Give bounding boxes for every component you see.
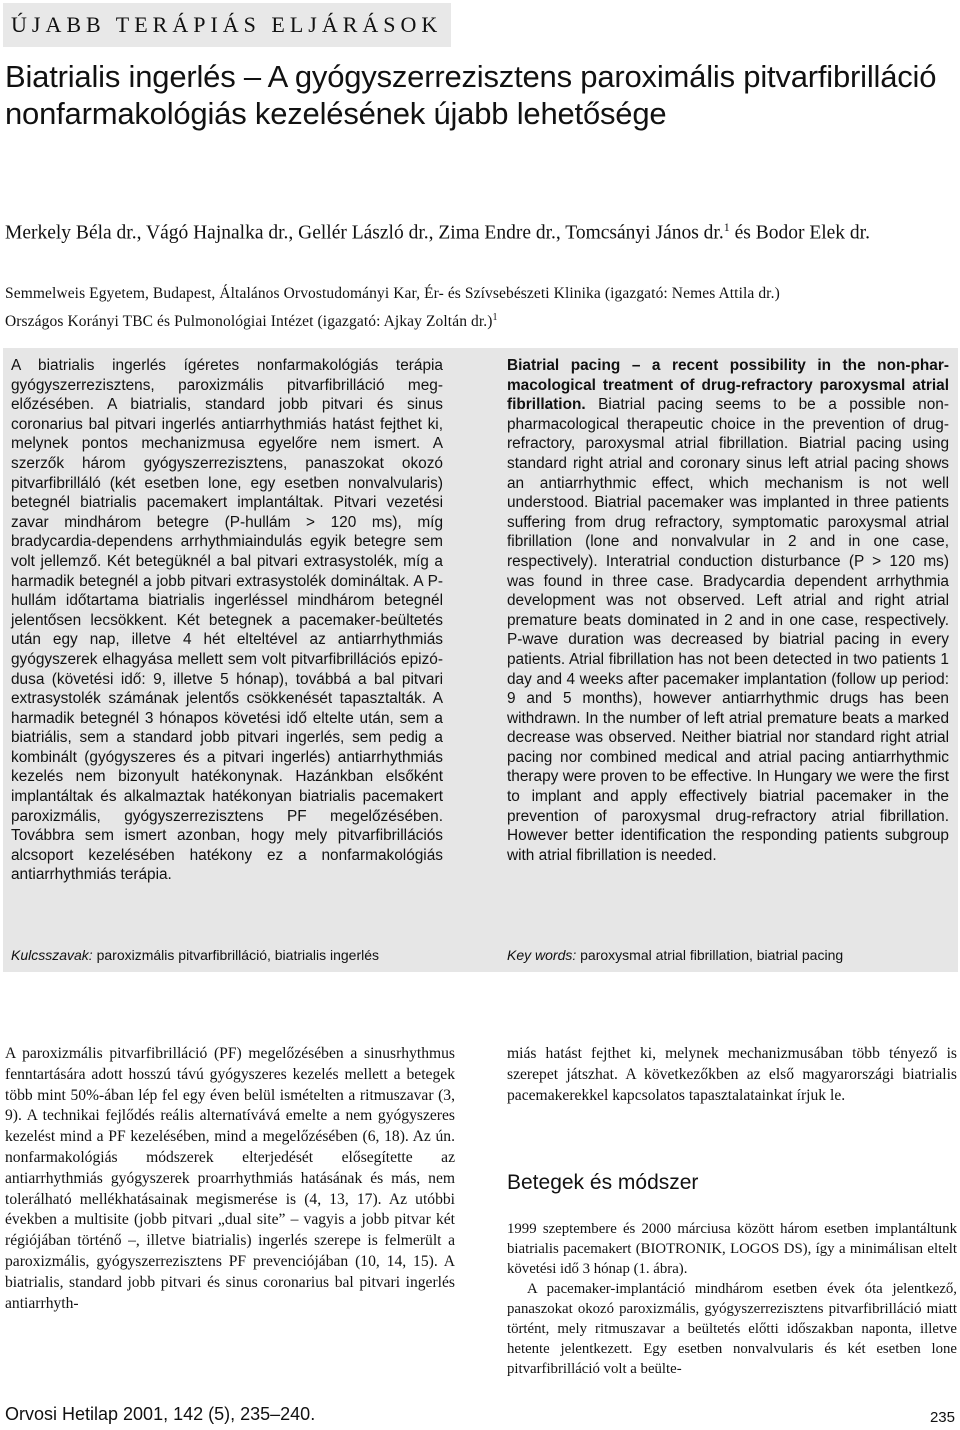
affiliations [5,282,955,334]
abstract-english-title: Biatrial pacing – a recent possibility in the non-pharmacological treatment of drug-refractory paroxysmal atrial fibrillation. [507,357,949,414]
keywords-english [507,947,843,963]
body-text-right-top: miás hatást fejthet ki, melynek mechanizmusában több tényező is szerepet játszhat. A következőkben az első magyarországi biatrialis pacemakerekkel kapcsolatos tapasztalatainkat írjuk le. [507,1045,957,1104]
affiliation-2-text: Országos Korányi TBC és Pulmonológiai Intézet (igazgató: Ajkay Zoltán dr.) [5,313,493,331]
keywords-hungarian-label: Kulcsszavak: [11,947,93,963]
methods-text [507,1219,957,1379]
authors-footnote-mark: 1 [723,220,730,234]
abstract-english-text: Biatrial pacing seems to be a possible non-pharmacological therapeutic choice in the prevention of drug-refractory, paroxysmal atrial fibrillation. Biatrial pacing using standard right atrial and coronary sinus left atrial pacing shows an antiarrhythmic effect, which mechanism is not well understood. Biatrial pacemaker was implanted in three patients suffering from drug refractory, symptomatic paroxysmal atrial fibrillation (lone and nonvalvular in 2 and in one case, respectively). Interatrial conduction disturbance (P > 120 ms) was found in three case. Bradycardia dependent arrhythmia development was not observed. Left atrial and right atrial premature beats dominated in 2 and in one case, respectively. P-wave duration was decreased by biatrial pacing in every patients. Atrial fibrillation has not been detected in two patients 1 day and 4 weeks after pacemaker implantation (follow up period: 9 and 5 months), however antiarrhythmic drugs has been withdrawn. In the number of left atrial premature beats a marked decrease was observed. Neither biatrial nor standard right atrial pacing nor combined medical and atrial pacing antiarrhythmic therapy were proven to be effective. In Hungary we were the first to implant and apply effectively biatrial pacemaker in the prevention of paroxysmal drug-refractory atrial fibrillation. However better identification the responding patients subgroup with atrial fibrillation is needed. [507,396,949,864]
abstract-english [507,356,949,865]
body-text-left: A paroxizmális pitvarfibrilláció (PF) megelőzésében a sinusrhythmus fenntartására adott hosszú távú gyógyszeres kezelés mellett a betegek több mint 50%-ában lép fel egy éven belül ismételten a ritmuszavar (3, 9). A technikai fejlődés reális alternatívává emelte a nem gyógyszeres kezelést mind a PF kezelésében, mind a megelőzésében (6, 18). Az ún. nonfarmakológiás módszerek elterjedését elősegítette az antiarrhythmiás gyógyszerek proarrhythmiás hatásának és más, nem tolerálható mellékhatásainak megismerése is (4, 13, 17). Az utóbbi években a multisite (jobb pitvari „dual site” – vagyis a jobb pitvar két régiójában történő –, illetve biatrialis) ingerlés szerepe is felmerült a paroxizmális, gyógyszerrezisztens PF prevenciójában (10, 14, 15). A biatrialis, standard jobb pitvari és sinus coronarius bal pitvari ingerlés antiarrhyth- [5,1045,455,1312]
methods-paragraph-2: A pacemaker-implantáció mindhárom esetben évek óta jelentkező, panaszokat okozó paroxizmális, gyógyszerrezisztens pitvarfibrilláció miatt történt, mely ritmuszavar a beültetés előtti időszakban naponta, illetve hetente jelentkezett. Egy esetben nonvalvularis és két esetben lone pitvarfibrilláció volt a beülte- [507,1281,957,1377]
affiliation-1: Semmelweis Egyetem, Budapest, Általános Orvostudományi Kar, Ér- és Szívsebészeti Klinika (igazgató: Nemes Attila dr.) [5,285,780,302]
keywords-english-list: paroxysmal atrial fibrillation, biatrial pacing [576,947,844,963]
abstract-hungarian: A biatrialis ingerlés ígéretes nonfarmakológiás terápia gyógyszerrezisztens, paroxizmális pitvarfibrilláció megelőzésében. A biatrialis, standard jobb pitvari és sinus coronarius bal pitvari ingerlés antiarrhythmiás hatást fejthet ki, melynek pontos mechanizmusa egyelőre nem ismert. A szerzők három gyógyszerrezisztens, panaszokat okozó pitvarfibrilláló (két esetben lone, egy esetben nonvalvularis) betegnél biatrialis pacemakert implantáltak. Pitvari vezetési zavar mindhárom betegre (P-hullám > 120 ms), míg bradycardia-dependens arrhythmiaindulás egyik betegre sem volt jellemző. Két betegüknél a bal pitvari extrasystolék, míg a harmadik betegnél a jobb pitvari extrasystolék domináltak. A P-hullám időtartama biatrialis ingerléssel mindhárom betegnél jelentősen lecsökkent. Két betegnek a pacemaker-beültetés után egy nap, illetve 4 hét elteltével az antiarrhythmiás gyógyszerek elhagyása mellett sem volt pitvarfibrillációs epizódusa (követési idő: 9, illetve 5 hónap), továbbá a bal pitvari extrasystolék számának jelentős csökkenését tapasztalták. A harmadik betegnél 3 hónapos követési idő eltelte után, sem a biatriális, sem a standard jobb pitvari ingerlés, sem pedig a kombinált (gyógyszeres és a pitvari ingerlés) antiarrhythmiás kezelés nem bizonyult hatékonynak. Hazánkban elsőként implantáltak és alkalmaztak hatékonyan biatrialis pacemakert paroxizmális, gyógyszerrezisztens PF megelőzésében. Továbbra sem ismert azonban, hogy mely pitvarfibrillációs alcsoport kezelésében hatékony ez a nonfarmakológiás antiarrhythmiás terápia. [11,357,443,884]
section-heading-methods: Betegek és módszer [507,1171,699,1194]
article-title: Biatrialis ingerlés – A gyógyszerrezisztens paroximális pitvarfibrilláció nonfarmakológiás kezelésének újabb lehetősége [5,59,937,131]
keywords-hungarian-list: paroxizmális pitvarfibrilláció, biatrialis ingerlés [92,947,380,963]
journal-citation: Orvosi Hetilap 2001, 142 (5), 235–240. [5,1404,316,1424]
methods-paragraph-1: 1999 szeptembere és 2000 márciusa között három esetben implantáltunk biatrialis pacemakert (BIOTRONIK, LOGOS DS), így a minimálisan eltelt követési idő 3 hónap (1. ábra). [507,1221,957,1277]
affiliation-2 [5,306,955,334]
keywords-hungarian [11,947,379,963]
authors-tail: és Bodor Elek dr. [729,222,870,244]
authors-list: Merkely Béla dr., Vágó Hajnalka dr., Gellér László dr., Zima Endre dr., Tomcsányi János dr. [5,222,724,244]
authors [5,213,950,248]
keywords-english-label: Key words: [507,947,577,963]
page-number: 235 [929,1409,955,1426]
section-tag: ÚJABB TERÁPIÁS ELJÁRÁSOK [3,3,451,47]
affiliation-2-footnote-mark: 1 [492,312,498,323]
